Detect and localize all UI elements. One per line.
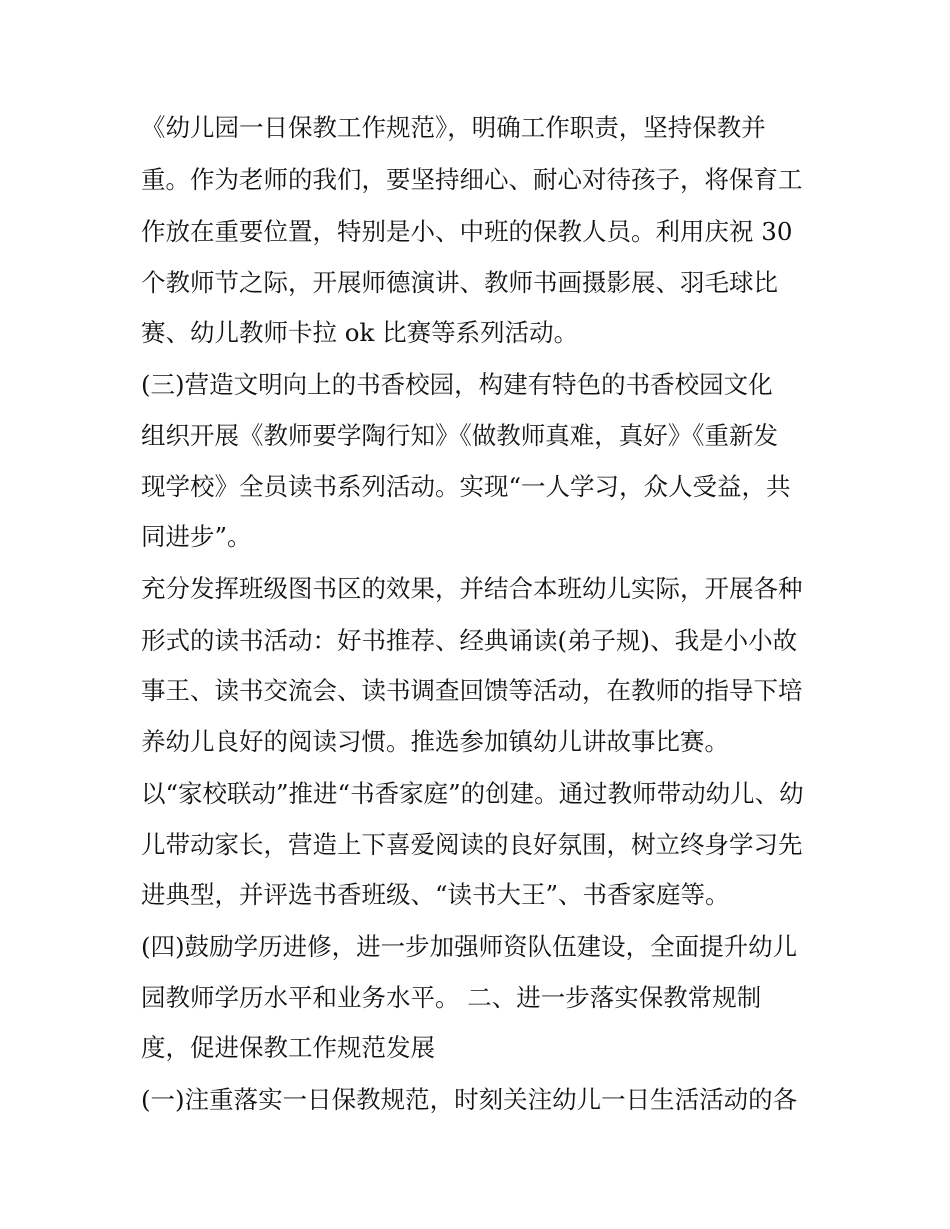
text-line: 园教师学历水平和业务水平。 二、进一步落实保教常规制 xyxy=(141,983,762,1012)
text-line: 赛、幼儿教师卡拉 ok 比赛等系列活动。 xyxy=(141,318,579,347)
text-line: 个教师节之际，开展师德演讲、教师书画摄影展、羽毛球比 xyxy=(141,268,778,297)
section-heading-3: (三)营造文明向上的书香校园，构建有特色的书香校园文化 xyxy=(141,370,773,399)
text-line: 现学校》全员读书系列活动。实现“一人学习，众人受益，共 xyxy=(141,472,791,501)
text-line: 组织开展《教师要学陶行知》《做教师真难，真好》《重新发 xyxy=(141,421,778,450)
text-line: 以“家校联动”推进“书香家庭”的创建。通过教师带动幼儿、幼 xyxy=(141,779,804,808)
text-line: 进典型，并评选书香班级、“读书大王”、书香家庭等。 xyxy=(141,880,730,909)
text-line: 形式的读书活动：好书推荐、经典诵读(弟子规)、我是小小故 xyxy=(141,626,798,655)
text-line: 度，促进保教工作规范发展 xyxy=(141,1033,435,1062)
text-line: 《幼儿园一日保教工作规范》，明确工作职责，坚持保教并 xyxy=(141,113,766,142)
text-line: 同进步”。 xyxy=(141,522,252,551)
subsection-heading-1: (一)注重落实一日保教规范，时刻关注幼儿一日生活活动的各 xyxy=(141,1085,798,1114)
text-line: 作放在重要位置，特别是小、中班的保教人员。利用庆祝 30 xyxy=(141,217,793,246)
text-line: 充分发挥班级图书区的效果，并结合本班幼儿实际，开展各种 xyxy=(141,574,803,603)
text-line: 重。作为老师的我们，要坚持细心、耐心对待孩子，将保育工 xyxy=(141,165,803,194)
section-heading-4: (四)鼓励学历进修，进一步加强师资队伍建设，全面提升幼儿 xyxy=(141,932,798,961)
text-line: 儿带动家长，营造上下喜爱阅读的良好氛围，树立终身学习先 xyxy=(141,830,803,859)
text-line: 事王、读书交流会、读书调查回馈等活动，在教师的指导下培 xyxy=(141,676,803,705)
text-line: 养幼儿良好的阅读习惯。推选参加镇幼儿讲故事比赛。 xyxy=(141,727,729,756)
